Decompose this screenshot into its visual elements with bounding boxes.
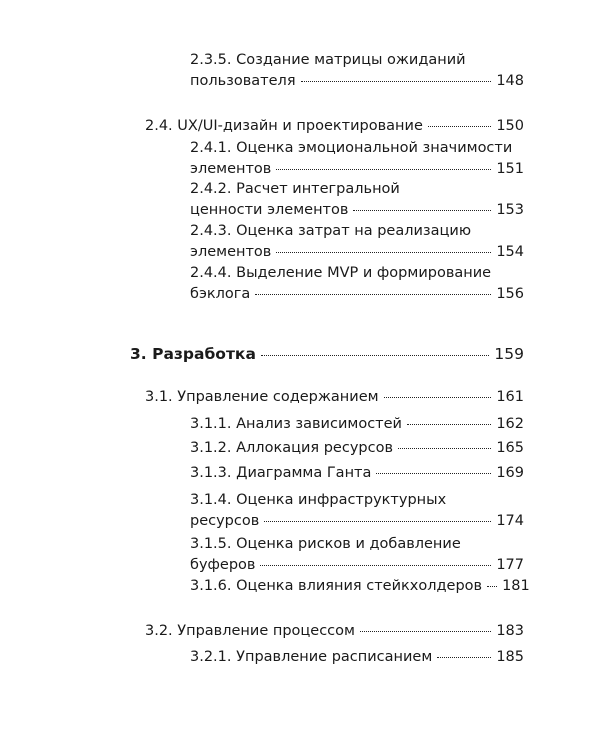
toc-entry-number: 3.1.1.	[190, 416, 232, 432]
toc-entry-heading	[190, 463, 371, 484]
dot-leader	[276, 252, 491, 253]
toc-page-number: 148	[496, 73, 524, 89]
toc-page-number: 165	[496, 440, 524, 456]
toc-entry-title-cont: буферов	[190, 557, 256, 573]
toc-entry-title-cont: пользователя	[190, 73, 296, 89]
toc-entry-line	[190, 242, 524, 263]
toc-entry-line	[190, 414, 524, 435]
toc-entry-heading	[145, 387, 379, 408]
toc-entry-title: Оценка влияния стейкхолдеров	[236, 578, 483, 594]
toc-entry-title: Оценка эмоциональной значимости	[236, 140, 513, 156]
dot-leader	[301, 81, 492, 82]
toc-entry-3-1-3[interactable]	[190, 463, 524, 484]
toc-entry-heading	[190, 647, 432, 668]
toc-entry-line	[190, 555, 524, 576]
toc-entry-number: 2.4.1.	[190, 140, 232, 156]
toc-entry-line	[190, 284, 524, 305]
toc-entry-3-1-1[interactable]	[190, 414, 524, 435]
toc-entry-line	[190, 71, 524, 92]
toc-entry-2-4[interactable]	[145, 116, 524, 137]
dot-leader	[398, 448, 491, 449]
toc-entry-title: Расчет интегральной	[236, 181, 400, 197]
toc-entry-line	[190, 50, 524, 71]
toc-entry-number: 3.1.4.	[190, 492, 232, 508]
toc-entry-line	[190, 200, 524, 221]
toc-page-number: 162	[496, 416, 524, 432]
toc-page-number: 181	[502, 578, 530, 594]
toc-entry-number: 2.4.4.	[190, 265, 232, 281]
toc-page-number: 153	[496, 202, 524, 218]
toc-entry-title: Аллокация ресурсов	[236, 440, 393, 456]
toc-entry-3-1[interactable]	[145, 387, 524, 408]
toc-entry-number: 3.1.5.	[190, 536, 232, 552]
toc-chapter-3[interactable]	[130, 344, 524, 365]
toc-entry-line	[190, 576, 530, 597]
toc-entry-title-cont: элементов	[190, 244, 272, 260]
toc-page-number: 159	[494, 345, 524, 363]
dot-leader	[428, 126, 491, 127]
toc-entry-number: 3.1.6.	[190, 578, 232, 594]
toc-entry-number: 3.1.3.	[190, 465, 232, 481]
toc-chapter-title: Разработка	[152, 345, 256, 363]
dot-leader	[260, 565, 491, 566]
toc-entry-title: Управление содержанием	[177, 389, 379, 405]
toc-entry-3-1-6[interactable]	[190, 576, 530, 597]
toc-entry-number: 3.2.	[145, 623, 173, 639]
dot-leader	[255, 294, 491, 295]
dot-leader	[487, 586, 497, 587]
toc-entry-title: Создание матрицы ожиданий	[236, 52, 466, 68]
dot-leader	[360, 631, 491, 632]
toc-entry-number: 3.1.	[145, 389, 173, 405]
toc-entry-heading	[190, 414, 402, 435]
toc-entry-line	[130, 344, 524, 365]
dot-leader	[407, 424, 491, 425]
toc-entry-number: 3.2.1.	[190, 649, 232, 665]
toc-entry-3-1-4[interactable]	[190, 490, 524, 532]
toc-entry-number: 2.4.3.	[190, 223, 232, 239]
toc-entry-line	[145, 621, 524, 642]
toc-entry-title: Выделение MVP и формирование	[236, 265, 492, 281]
toc-entry-line	[190, 138, 524, 159]
toc-entry-title: Оценка затрат на реализацию	[236, 223, 472, 239]
toc-entry-title-cont: ресурсов	[190, 513, 260, 529]
toc-page-number: 150	[496, 118, 524, 134]
dot-leader	[437, 657, 491, 658]
toc-entry-line	[190, 263, 524, 284]
toc-page-number: 169	[496, 465, 524, 481]
dot-leader	[276, 169, 491, 170]
toc-entry-2-4-1[interactable]	[190, 138, 524, 180]
toc-entry-title: Управление расписанием	[236, 649, 433, 665]
toc-entry-number: 2.4.	[145, 118, 173, 134]
toc-entry-line	[145, 387, 524, 408]
toc-page-number: 154	[496, 244, 524, 260]
toc-page-number: 151	[496, 161, 524, 177]
toc-page-number: 183	[496, 623, 524, 639]
toc-entry-line	[190, 179, 524, 200]
toc-entry-number: 3.	[130, 345, 147, 363]
dot-leader	[376, 473, 491, 474]
toc-entry-3-1-5[interactable]	[190, 534, 524, 576]
dot-leader	[384, 397, 492, 398]
toc-entry-line	[190, 490, 524, 511]
toc-entry-2-3-5[interactable]	[190, 50, 524, 92]
toc-entry-line	[190, 221, 524, 242]
dot-leader	[353, 210, 491, 211]
toc-entry-title-cont: ценности элементов	[190, 202, 349, 218]
toc-entry-2-4-3[interactable]	[190, 221, 524, 263]
toc-entry-heading	[145, 621, 355, 642]
toc-page-number: 161	[496, 389, 524, 405]
toc-entry-heading	[145, 116, 423, 137]
toc-entry-3-2-1[interactable]	[190, 647, 524, 668]
toc-entry-3-1-2[interactable]	[190, 438, 524, 459]
toc-entry-title: UX/UI-дизайн и проектирование	[177, 118, 423, 134]
toc-chapter-heading	[130, 344, 256, 365]
toc-entry-title: Оценка рисков и добавление	[236, 536, 461, 552]
toc-entry-number: 3.1.2.	[190, 440, 232, 456]
toc-entry-heading	[190, 438, 393, 459]
toc-page-number: 177	[496, 557, 524, 573]
dot-leader	[264, 521, 491, 522]
toc-entry-line	[145, 116, 524, 137]
dot-leader	[261, 355, 489, 356]
toc-entry-heading	[190, 576, 482, 597]
toc-entry-2-4-2[interactable]	[190, 179, 524, 221]
toc-entry-title: Диаграмма Ганта	[236, 465, 372, 481]
toc-entry-line	[190, 647, 524, 668]
toc-entry-line	[190, 159, 524, 180]
toc-entry-line	[190, 438, 524, 459]
toc-page-number: 174	[496, 513, 524, 529]
toc-entry-number: 2.4.2.	[190, 181, 232, 197]
toc-entry-title: Анализ зависимостей	[236, 416, 402, 432]
toc-page-number: 156	[496, 286, 524, 302]
toc-entry-3-2[interactable]	[145, 621, 524, 642]
toc-entry-2-4-4[interactable]	[190, 263, 524, 305]
toc-entry-title-cont: бэклога	[190, 286, 251, 302]
toc-entry-line	[190, 534, 524, 555]
toc-entry-line	[190, 511, 524, 532]
toc-entry-title: Оценка инфраструктурных	[236, 492, 447, 508]
toc-entry-number: 2.3.5.	[190, 52, 232, 68]
toc-entry-title: Управление процессом	[177, 623, 355, 639]
toc-entry-line	[190, 463, 524, 484]
toc-page-number: 185	[496, 649, 524, 665]
toc-entry-title-cont: элементов	[190, 161, 272, 177]
